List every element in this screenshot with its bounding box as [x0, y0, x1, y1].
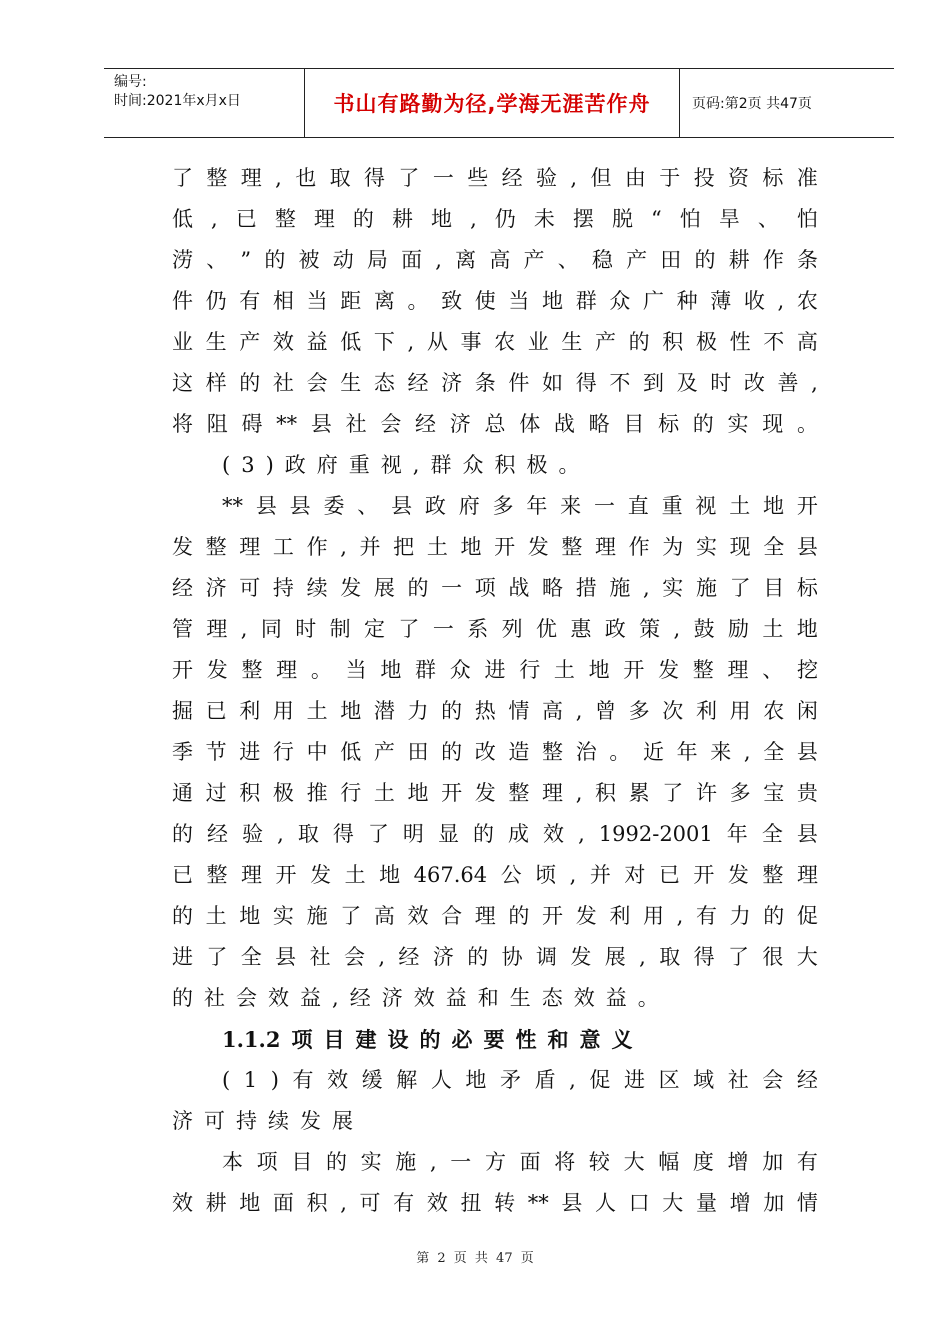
text-line: 本 项 目 的 实 施 , 一 方 面 将 较 大 幅 度 增 加 有 — [222, 1150, 818, 1174]
text-line: ( 3 ) 政 府 重 视 , 群 众 积 极 。 — [222, 453, 580, 477]
text-line: 这 样 的 社 会 生 态 经 济 条 件 如 得 不 到 及 时 改 善 , — [172, 371, 818, 395]
text-line: 将 阻 碍 ** 县 社 会 经 济 总 体 战 略 目 标 的 实 现 。 — [172, 412, 818, 436]
header-motto: 书山有路勤为径,学海无涯苦作舟 — [305, 69, 680, 137]
text-line: 的 社 会 效 益 , 经 济 效 益 和 生 态 效 益 。 — [172, 986, 659, 1010]
text-line: 通 过 积 极 推 行 土 地 开 发 整 理 , 积 累 了 许 多 宝 贵 — [172, 781, 818, 805]
text-line: 1.1.2 项 目 建 设 的 必 要 性 和 意 义 — [222, 1027, 633, 1052]
text-line: 经 济 可 持 续 发 展 的 一 项 战 略 措 施 , 实 施 了 目 标 — [172, 576, 818, 600]
text-line: ** 县 县 委 、 县 政 府 多 年 来 一 直 重 视 土 地 开 — [222, 494, 818, 518]
text-line: 业 生 产 效 益 低 下 , 从 事 农 业 生 产 的 积 极 性 不 高 — [172, 330, 818, 354]
text-line: 开 发 整 理 。 当 地 群 众 进 行 土 地 开 发 整 理 、 挖 — [172, 658, 818, 682]
text-line: 件 仍 有 相 当 距 离 。 致 使 当 地 群 众 广 种 薄 收 , 农 — [172, 289, 818, 313]
text-line: 发 整 理 工 作 , 并 把 土 地 开 发 整 理 作 为 实 现 全 县 — [172, 535, 818, 559]
text-line: 的 土 地 实 施 了 高 效 合 理 的 开 发 利 用 , 有 力 的 促 — [172, 904, 818, 928]
page-header — [104, 68, 894, 138]
text-line: 济 可 持 续 发 展 — [172, 1109, 353, 1133]
header-meta — [104, 69, 305, 137]
text-line: 涝 、 ” 的 被 动 局 面 , 离 高 产 、 稳 产 田 的 耕 作 条 — [172, 248, 818, 272]
text-line: 了 整 理 , 也 取 得 了 一 些 经 验 , 但 由 于 投 资 标 准 — [172, 166, 818, 190]
text-line: 效 耕 地 面 积 , 可 有 效 扭 转 ** 县 人 口 大 量 增 加 情 — [172, 1191, 818, 1215]
text-line: 低 , 已 整 理 的 耕 地 , 仍 未 摆 脱 “ 怕 旱 、 怕 — [172, 207, 818, 231]
text-line: 管 理 , 同 时 制 定 了 一 系 列 优 惠 政 策 , 鼓 励 土 地 — [172, 617, 818, 641]
time-label: 时间:2021年x月x日 — [114, 93, 241, 109]
text-line: 掘 已 利 用 土 地 潜 力 的 热 情 高 , 曾 多 次 利 用 农 闲 — [172, 699, 818, 723]
text-line: 的 经 验 , 取 得 了 明 显 的 成 效 , 1992-2001 年 全 县 — [172, 822, 818, 846]
text-line: 已 整 理 开 发 土 地 467.64 公 顷 , 并 对 已 开 发 整 理 — [172, 863, 818, 887]
header-page-info: 页码:第2页 共47页 — [692, 96, 812, 112]
text-line: 季 节 进 行 中 低 产 田 的 改 造 整 治 。 近 年 来 , 全 县 — [172, 740, 818, 764]
text-line: ( 1 ) 有 效 缓 解 人 地 矛 盾 , 促 进 区 域 社 会 经 — [222, 1068, 818, 1092]
page-footer: 第 2 页 共 47 页 — [416, 1251, 534, 1266]
text-line: 进 了 全 县 社 会 , 经 济 的 协 调 发 展 , 取 得 了 很 大 — [172, 945, 818, 969]
number-label: 编号: — [114, 74, 147, 90]
document-body — [172, 158, 818, 1224]
